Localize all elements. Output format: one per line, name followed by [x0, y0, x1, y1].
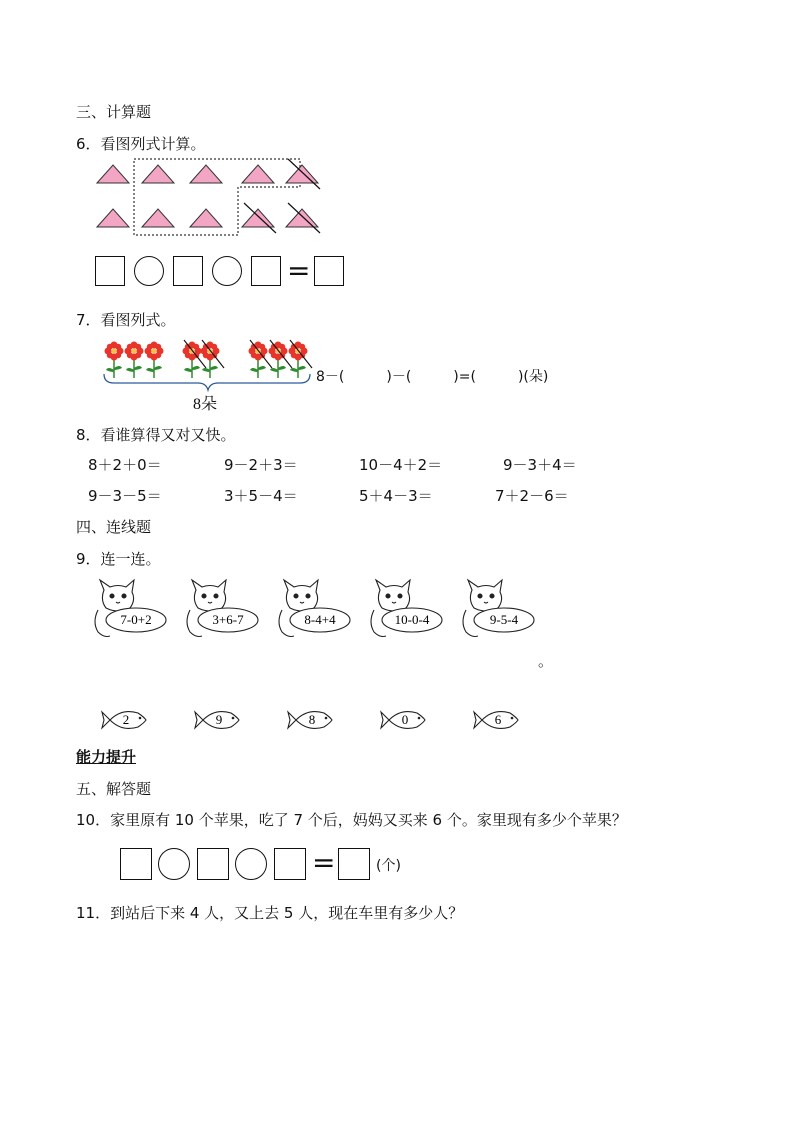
fish-number: 6 [494, 712, 502, 727]
answer-box[interactable] [251, 256, 281, 286]
triangle [190, 209, 222, 227]
question-7-text: 7．看图列式。 [76, 311, 176, 329]
crossed-flower [289, 342, 308, 379]
triangle [190, 165, 222, 183]
cat-icon [468, 580, 502, 611]
brace-label: 8朵 [193, 396, 218, 413]
crossed-flower [249, 342, 268, 379]
cat-expression: 3+6-7 [212, 612, 244, 627]
cat-expression: 7-0+2 [120, 612, 152, 627]
cat-expression: 8-4+4 [304, 612, 336, 627]
triangle [142, 165, 174, 183]
calc-item: 7＋2－6＝ [495, 487, 569, 505]
operator-circle[interactable] [134, 256, 164, 286]
ability-heading: 能力提升 [76, 748, 137, 766]
triangle [97, 165, 129, 183]
section-heading-word-problems: 五、解答题 [76, 780, 152, 798]
result-box[interactable] [338, 848, 370, 880]
curly-brace [104, 374, 310, 390]
fish-card[interactable] [286, 705, 336, 735]
equals-sign: = [287, 254, 311, 287]
q6-triangle-figure [90, 155, 330, 235]
cat-card[interactable] [366, 580, 446, 640]
calc-item: 5＋4－3＝ [359, 487, 433, 505]
cat-expression: 9-5-4 [489, 612, 519, 627]
fish-card[interactable] [100, 705, 150, 735]
equals-sign: = [312, 846, 336, 879]
question-6-text: 6．看图列式计算。 [76, 135, 206, 153]
crossed-triangle [286, 165, 318, 183]
answer-box[interactable] [274, 848, 306, 880]
calc-item: 9－2＋3＝ [224, 456, 298, 474]
fish-number: 0 [401, 712, 409, 727]
question-10-text: 10．家里原有 10 个苹果，吃了 7 个后，妈妈又买来 6 个。家里现有多少个苹果？ [76, 811, 627, 829]
calc-item: 9－3－5＝ [88, 487, 162, 505]
cat-card[interactable] [274, 580, 354, 640]
crossed-triangle [242, 209, 274, 227]
flower [145, 342, 164, 379]
answer-box[interactable] [120, 848, 152, 880]
cat-card[interactable] [182, 580, 262, 640]
question-9-text: 9．连一连。 [76, 550, 161, 568]
flower [105, 342, 124, 379]
crossed-flower [269, 342, 288, 379]
cat-card[interactable] [90, 580, 170, 640]
question-11-text: 11．到站后下来 4 人，又上去 5 人，现在车里有多少人？ [76, 904, 464, 922]
answer-box[interactable] [95, 256, 125, 286]
fish-card[interactable] [379, 705, 429, 735]
fish-number: 8 [308, 712, 316, 727]
section-heading-matching: 四、连线题 [76, 518, 152, 536]
result-box[interactable] [314, 256, 344, 286]
triangle [142, 209, 174, 227]
crossed-flower [201, 342, 220, 379]
cat-icon [376, 580, 410, 611]
cat-icon [284, 580, 318, 611]
cat-expression: 10-0-4 [394, 612, 430, 627]
operator-circle[interactable] [212, 256, 242, 286]
answer-box[interactable] [197, 848, 229, 880]
cat-icon [100, 580, 134, 611]
fish-number: 9 [215, 712, 223, 727]
calc-item: 9－3＋4＝ [503, 456, 577, 474]
cat-card[interactable] [458, 580, 538, 640]
triangle [242, 165, 274, 183]
unit-label: (个) [376, 858, 401, 874]
fish-card[interactable] [193, 705, 243, 735]
cat-icon [192, 580, 226, 611]
calc-item: 8＋2＋0＝ [88, 456, 162, 474]
calc-item: 3＋5－4＝ [224, 487, 298, 505]
crossed-triangle [286, 209, 318, 227]
flower [125, 342, 144, 379]
question-8-text: 8．看谁算得又对又快。 [76, 426, 236, 444]
stray-punctuation: 。 [538, 652, 554, 670]
fish-number: 2 [122, 712, 130, 727]
crossed-flower [183, 342, 202, 379]
answer-box[interactable] [173, 256, 203, 286]
fish-card[interactable] [472, 705, 522, 735]
operator-circle[interactable] [158, 848, 190, 880]
operator-circle[interactable] [235, 848, 267, 880]
calc-item: 10－4＋2＝ [359, 456, 443, 474]
q7-answer-formula[interactable]: 8－( )－( )=( )(朵) [316, 369, 549, 385]
triangle [97, 209, 129, 227]
section-heading-calculation: 三、计算题 [76, 103, 152, 121]
